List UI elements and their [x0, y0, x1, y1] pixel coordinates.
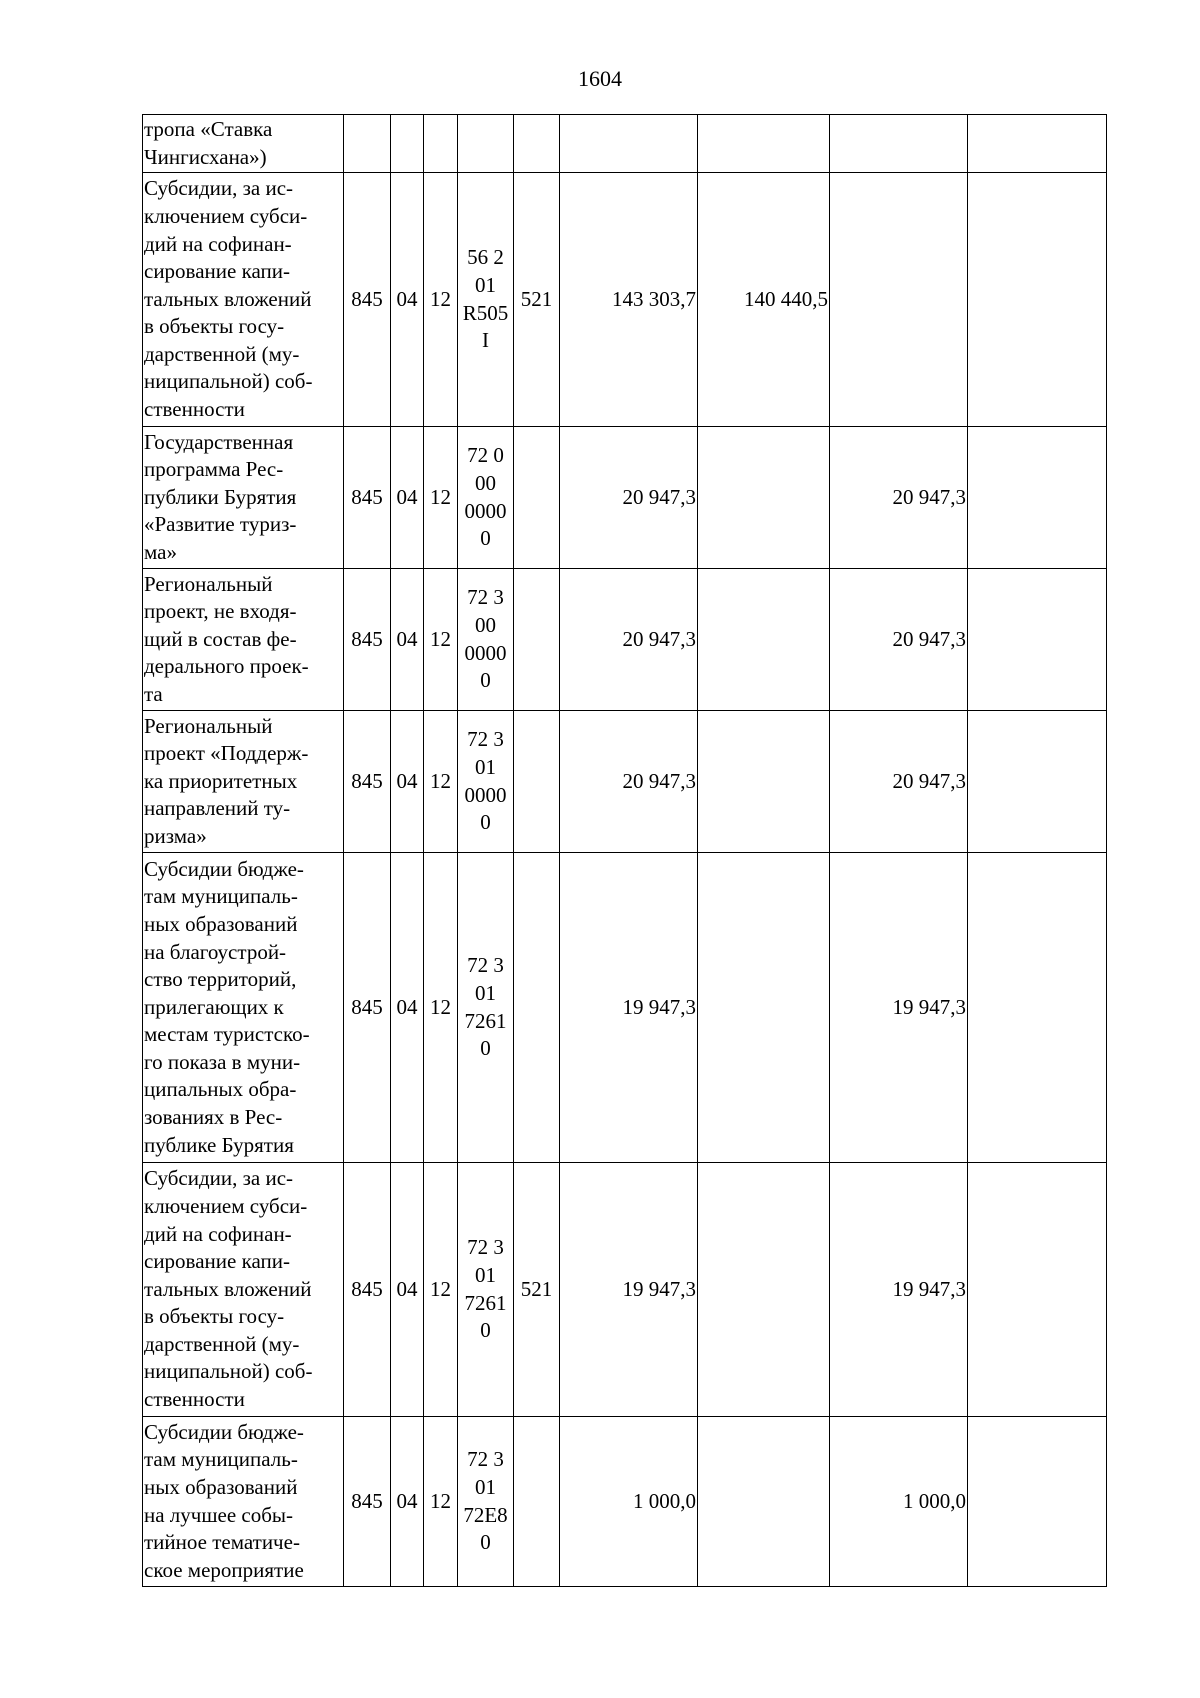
amount-col-3: 20 947,3 [830, 427, 968, 569]
amount-col-1: 1 000,0 [560, 1417, 698, 1587]
table-row [143, 115, 1107, 173]
section-code: 04 [391, 711, 424, 853]
amount-col-3: 20 947,3 [830, 569, 968, 711]
amount-col-2 [698, 1417, 830, 1587]
target-article-code: 72 3 01 0000 0 [458, 711, 514, 853]
section-code: 04 [391, 427, 424, 569]
budget-table [142, 114, 1107, 1587]
expense-type-code [514, 1417, 560, 1587]
target-article-code: 72 0 00 0000 0 [458, 427, 514, 569]
amount-col-3 [830, 115, 968, 173]
amount-col-4 [968, 569, 1107, 711]
ved-code: 845 [344, 173, 391, 427]
amount-col-2 [698, 853, 830, 1163]
amount-col-4 [968, 711, 1107, 853]
row-name: Субсидии, за ис- ключением субси- дий на софинан- сирование капи- тальных вложений в объекты госу- дарственной (му- ниципальной) соб- ственности [143, 1163, 344, 1417]
ved-code: 845 [344, 711, 391, 853]
amount-col-3: 19 947,3 [830, 853, 968, 1163]
subsection-code: 12 [424, 1163, 458, 1417]
amount-col-4 [968, 427, 1107, 569]
amount-col-4 [968, 1163, 1107, 1417]
subsection-code: 12 [424, 711, 458, 853]
target-article-code: 72 3 01 72E8 0 [458, 1417, 514, 1587]
subsection-code: 12 [424, 1417, 458, 1587]
ved-code: 845 [344, 569, 391, 711]
amount-col-4 [968, 173, 1107, 427]
subsection-code [424, 115, 458, 173]
row-name: Региональный проект «Поддерж- ка приоритетных направлений ту- ризма» [143, 711, 344, 853]
target-article-code: 72 3 01 7261 0 [458, 1163, 514, 1417]
amount-col-1: 20 947,3 [560, 711, 698, 853]
table-row [143, 1417, 1107, 1587]
amount-col-1: 20 947,3 [560, 427, 698, 569]
amount-col-1: 143 303,7 [560, 173, 698, 427]
section-code: 04 [391, 1417, 424, 1587]
section-code: 04 [391, 853, 424, 1163]
table-row [143, 711, 1107, 853]
table-row [143, 1163, 1107, 1417]
subsection-code: 12 [424, 853, 458, 1163]
target-article-code: 56 2 01 R505 I [458, 173, 514, 427]
row-name: Региональный проект, не входя- щий в состав фе- дерального проек- та [143, 569, 344, 711]
expense-type-code: 521 [514, 1163, 560, 1417]
amount-col-2 [698, 427, 830, 569]
amount-col-1: 20 947,3 [560, 569, 698, 711]
amount-col-4 [968, 853, 1107, 1163]
amount-col-2 [698, 115, 830, 173]
amount-col-3: 1 000,0 [830, 1417, 968, 1587]
row-name: Субсидии бюдже- там муниципаль- ных образований на лучшее собы- тийное тематиче- ское мероприятие [143, 1417, 344, 1587]
section-code [391, 115, 424, 173]
amount-col-3: 20 947,3 [830, 711, 968, 853]
ved-code: 845 [344, 853, 391, 1163]
subsection-code: 12 [424, 427, 458, 569]
expense-type-code [514, 427, 560, 569]
table-row [143, 853, 1107, 1163]
section-code: 04 [391, 569, 424, 711]
row-name: тропа «Ставка Чингисхана») [143, 115, 344, 173]
subsection-code: 12 [424, 569, 458, 711]
amount-col-1 [560, 115, 698, 173]
expense-type-code [514, 853, 560, 1163]
table-row [143, 173, 1107, 427]
row-name: Субсидии бюдже- там муниципаль- ных образований на благоустрой- ство территорий, прилегающих к местам туристско- го показа в муни- ципальных обра- зованиях в Рес- публике Бурятия [143, 853, 344, 1163]
amount-col-1: 19 947,3 [560, 853, 698, 1163]
ved-code: 845 [344, 1163, 391, 1417]
target-article-code: 72 3 00 0000 0 [458, 569, 514, 711]
ved-code: 845 [344, 1417, 391, 1587]
amount-col-1: 19 947,3 [560, 1163, 698, 1417]
subsection-code: 12 [424, 173, 458, 427]
amount-col-4 [968, 115, 1107, 173]
page-number: 1604 [578, 66, 622, 91]
ved-code: 845 [344, 427, 391, 569]
target-article-code: 72 3 01 7261 0 [458, 853, 514, 1163]
row-name: Субсидии, за ис- ключением субси- дий на софинан- сирование капи- тальных вложений в объекты госу- дарственной (му- ниципальной) соб- ственности [143, 173, 344, 427]
section-code: 04 [391, 173, 424, 427]
expense-type-code [514, 569, 560, 711]
table-row [143, 427, 1107, 569]
expense-type-code: 521 [514, 173, 560, 427]
amount-col-2: 140 440,5 [698, 173, 830, 427]
target-article-code [458, 115, 514, 173]
amount-col-2 [698, 711, 830, 853]
expense-type-code [514, 711, 560, 853]
section-code: 04 [391, 1163, 424, 1417]
amount-col-2 [698, 1163, 830, 1417]
table-row [143, 569, 1107, 711]
expense-type-code [514, 115, 560, 173]
row-name: Государственная программа Рес- публики Бурятия «Развитие туриз- ма» [143, 427, 344, 569]
amount-col-2 [698, 569, 830, 711]
amount-col-3: 19 947,3 [830, 1163, 968, 1417]
ved-code [344, 115, 391, 173]
amount-col-3 [830, 173, 968, 427]
amount-col-4 [968, 1417, 1107, 1587]
